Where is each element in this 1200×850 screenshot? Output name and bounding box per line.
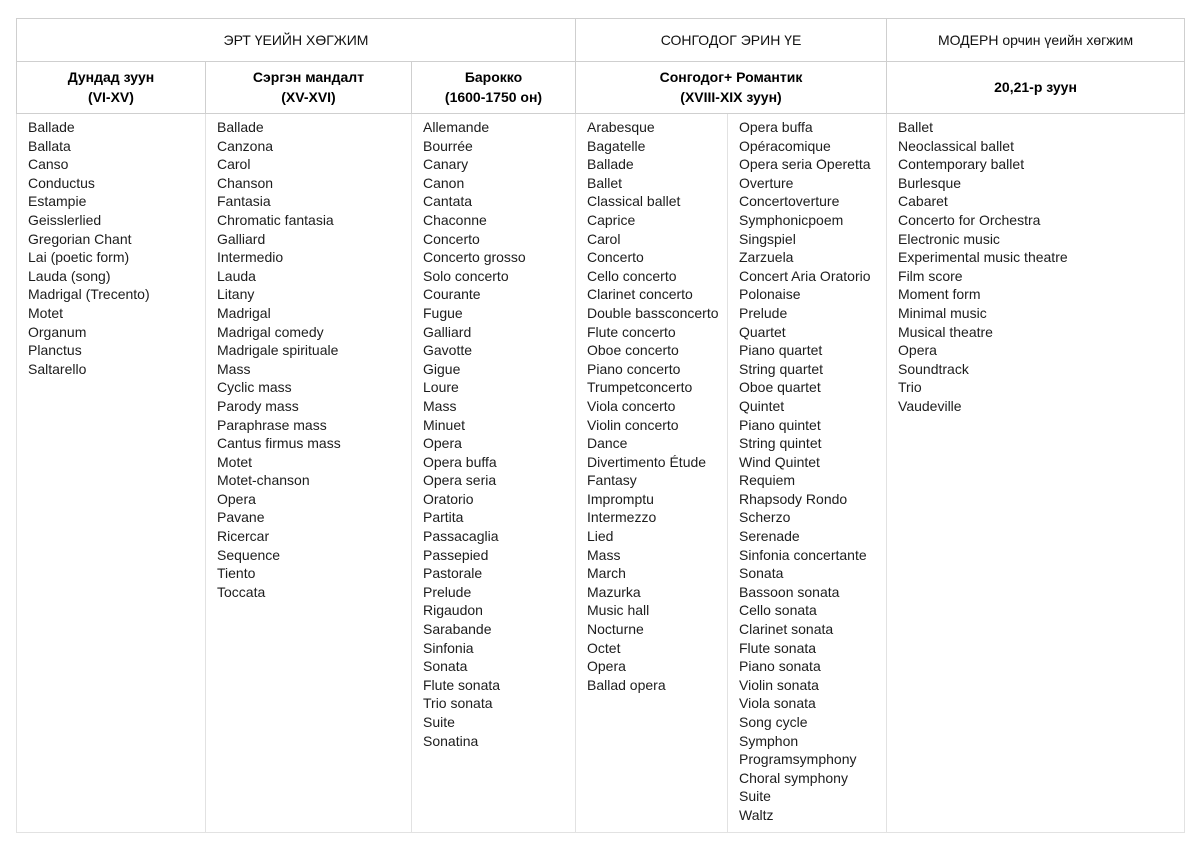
era-header-row [17,19,1185,62]
list-item: Madrigal (Trecento) [28,286,150,303]
list-item: Piano sonata [739,658,821,675]
list-item: Wind Quintet [739,453,820,470]
list-item: Singspiel [739,230,796,247]
list-item: Bassoon sonata [739,583,840,600]
list-item: Ballade [28,119,75,135]
list-item: Motet [217,453,253,470]
list-item: Prelude [423,583,472,600]
list-item: Impromptu [587,490,654,507]
list-item: Loure [423,379,459,396]
list-item: Pastorale [423,565,483,582]
list-item: Octet [587,639,621,656]
list-item: Ballade [217,119,264,135]
list-item: Piano quintet [739,416,821,433]
list-item: Cantus firmus mass [217,435,341,452]
list-item: Partita [423,509,464,526]
list-item: Minuet [423,416,466,433]
list-item: Caprice [587,211,636,228]
list-item: Opera [898,342,937,359]
list-item: Minimal music [898,304,987,321]
list-item: Opera [587,658,626,675]
list-item: Soundtrack [898,360,969,377]
list-item: Choral symphony [739,769,848,786]
genre-list-renaissance [206,114,412,833]
list-item: Opera seria Operetta [739,156,871,173]
list-item: Lauda (song) [28,267,111,284]
list-item: Solo concerto [423,267,509,284]
list-item: Passacaglia [423,528,499,545]
list-item: Sonatina [423,732,479,749]
period-title: Сэргэн мандалт [252,68,365,85]
list-item: Canary [423,156,469,173]
list-item: Concerto for Orchestra [898,211,1041,228]
list-item: Geisslerlied [28,211,102,228]
list-item: Lauda [217,267,256,284]
list-item: Piano quartet [739,342,823,359]
list-item: Overture [739,174,794,191]
genre-list-baroque [412,114,576,833]
list-item: Suite [423,714,455,730]
list-item: Fugue [423,304,463,321]
list-item: Opera buffa [739,119,813,135]
list-item: Concerto grosso [423,249,526,266]
list-item: Opera buffa [423,453,497,470]
list-item: Fantasia [217,193,271,210]
list-item: Canzona [217,137,274,154]
genre-list-modern [887,114,1185,833]
list-item: Litany [217,286,255,303]
list-item: Ballet [587,174,623,191]
list-item: Galliard [217,230,266,247]
list-item: Cabaret [898,193,948,210]
list-item: Chanson [217,174,274,191]
list-item: Symphon [739,732,799,749]
list-item: Sonata [739,565,784,582]
era-header-early: ЭРТ ҮЕИЙН ХӨГЖИМ [17,19,576,62]
list-item: Toccata [217,583,266,600]
list-item: Chromatic fantasia [217,211,334,228]
list-item: Quintet [739,397,785,414]
era-header-modern: МОДЕРН орчин үеийн хөгжим [887,19,1185,62]
list-item: Flute sonata [739,639,817,656]
list-item: Musical theatre [898,323,993,340]
list-item: Clarinet concerto [587,286,693,303]
list-item: Mazurka [587,583,641,600]
list-item: Mass [423,397,457,414]
list-item: Clarinet sonata [739,621,834,638]
music-genre-era-table [16,18,1185,833]
list-item: Ballata [28,137,71,154]
list-item: Motet-chanson [217,472,310,489]
list-item: Concertoverture [739,193,840,210]
list-item: Double bassconcerto [587,304,719,321]
list-item: Trio [898,379,922,396]
list-item: Sonata [423,658,468,675]
list-item: Parody mass [217,397,299,414]
list-item: Neoclassical ballet [898,137,1014,154]
list-item: Motet [28,304,64,321]
list-item: Intermedio [217,249,284,266]
list-item: Ballet [898,119,934,135]
list-item: Concert Aria Oratorio [739,267,871,284]
list-item: Nocturne [587,621,644,638]
list-item: Bourrée [423,137,473,154]
list-item: Cello sonata [739,602,817,619]
list-item: Carol [217,156,251,173]
list-item: Piano concerto [587,360,681,377]
list-item: Flute concerto [587,323,676,340]
list-item: Trumpetconcerto [587,379,693,396]
genre-list-medieval [17,114,206,833]
list-item: Cantata [423,193,473,210]
list-item: Madrigale spirituale [217,342,339,359]
list-item: Opera [423,435,462,452]
period-header-20th-century [887,62,1185,114]
list-item: Moment form [898,286,981,303]
list-item: Oboe quartet [739,379,821,396]
list-item: Flute sonata [423,676,501,693]
list-item: Song cycle [739,714,808,730]
list-item: Scherzo [739,509,791,526]
list-item: Rhapsody Rondo [739,490,848,507]
list-item: Concerto [423,230,480,247]
list-item: String quartet [739,360,824,377]
list-item: Polonaise [739,286,801,303]
list-item: Madrigal comedy [217,323,324,340]
list-item: Oratorio [423,490,474,507]
genre-list-classical-a [576,114,728,833]
list-item: Ballad opera [587,676,666,693]
list-item: Lai (poetic form) [28,249,130,266]
list-item: Waltz [739,806,774,823]
list-item: Saltarello [28,360,87,377]
list-item: Sinfonia [423,639,474,656]
era-header-classical: СОНГОДОГ ЭРИН ҮЕ [576,19,887,62]
list-item: Courante [423,286,481,303]
list-item: Fantasy [587,472,637,489]
list-item: Concerto [587,249,644,266]
list-item: Chaconne [423,211,487,228]
list-item: Symphonicpoem [739,211,844,228]
period-header-classical-romantic [576,62,887,114]
list-item: Suite [739,788,771,805]
list-item: Oboe concerto [587,342,679,359]
list-item: Sarabande [423,621,492,638]
list-item: Mass [587,546,621,563]
list-item: Sequence [217,546,281,563]
list-item: Film score [898,267,963,284]
list-item: Mass [217,360,251,377]
period-title: Сонгодог+ Романтик [659,68,803,85]
period-range: (VI-XV) [88,88,134,105]
list-item: Opera [217,490,256,507]
period-header-baroque [412,62,576,114]
list-item: Vaudeville [898,397,962,414]
list-item: Gregorian Chant [28,230,132,247]
list-item: Tiento [217,565,256,582]
list-item: Opera seria [423,472,497,489]
list-item: Electronic music [898,230,1000,247]
period-range: (XVIII-XIX зуун) [680,88,782,105]
list-item: Pavane [217,509,265,526]
list-item: Lied [587,528,614,545]
list-item: Bagatelle [587,137,646,154]
list-item: Paraphrase mass [217,416,327,433]
list-item: Opéracomique [739,137,831,154]
list-item: Passepied [423,546,489,563]
list-item: Canso [28,156,69,173]
period-header-renaissance [206,62,412,114]
period-range: (XV-XVI) [281,88,336,105]
list-item: Burlesque [898,174,962,191]
list-item: Organum [28,323,87,340]
list-item: String quintet [739,435,822,452]
genre-list-row [17,114,1185,833]
list-item: Cello concerto [587,267,677,284]
list-item: Serenade [739,528,800,545]
list-item: Gigue [423,360,461,377]
list-item: Divertimento Étude [587,453,707,470]
list-item: Gavotte [423,342,473,359]
list-item: Ricercar [217,528,270,545]
list-item: Prelude [739,304,788,321]
list-item: Carol [587,230,621,247]
list-item: Madrigal [217,304,271,321]
list-item: Violin concerto [587,416,679,433]
list-item: Estampie [28,193,87,210]
period-title: Дундад зуун [67,68,155,85]
list-item: Intermezzo [587,509,657,526]
list-item: Contemporary ballet [898,156,1025,173]
list-item: Quartet [739,323,786,340]
list-item: March [587,565,626,582]
list-item: Planctus [28,342,82,359]
list-item: Allemande [423,119,490,135]
list-item: Ballade [587,156,634,173]
list-item: Arabesque [587,119,655,135]
list-item: Conductus [28,174,95,191]
list-item: Requiem [739,472,796,489]
list-item: Galliard [423,323,472,340]
genre-list-classical-b [728,114,887,833]
period-title: 20,21-р зуун [994,78,1077,95]
list-item: Rigaudon [423,602,483,619]
list-item: Cyclic mass [217,379,292,396]
list-item: Viola sonata [739,695,816,712]
list-item: Music hall [587,602,650,619]
period-header-medieval [17,62,206,114]
list-item: Canon [423,174,465,191]
list-item: Violin sonata [739,676,819,693]
list-item: Dance [587,435,628,452]
period-range: (1600-1750 он) [444,88,543,105]
list-item: Sinfonia concertante [739,546,867,563]
period-header-row [17,62,1185,114]
list-item: Zarzuela [739,249,794,266]
list-item: Classical ballet [587,193,681,210]
list-item: Trio sonata [423,695,493,712]
list-item: Viola concerto [587,397,676,414]
list-item: Programsymphony [739,751,857,768]
list-item: Experimental music theatre [898,249,1068,266]
period-title: Барокко [464,68,523,85]
